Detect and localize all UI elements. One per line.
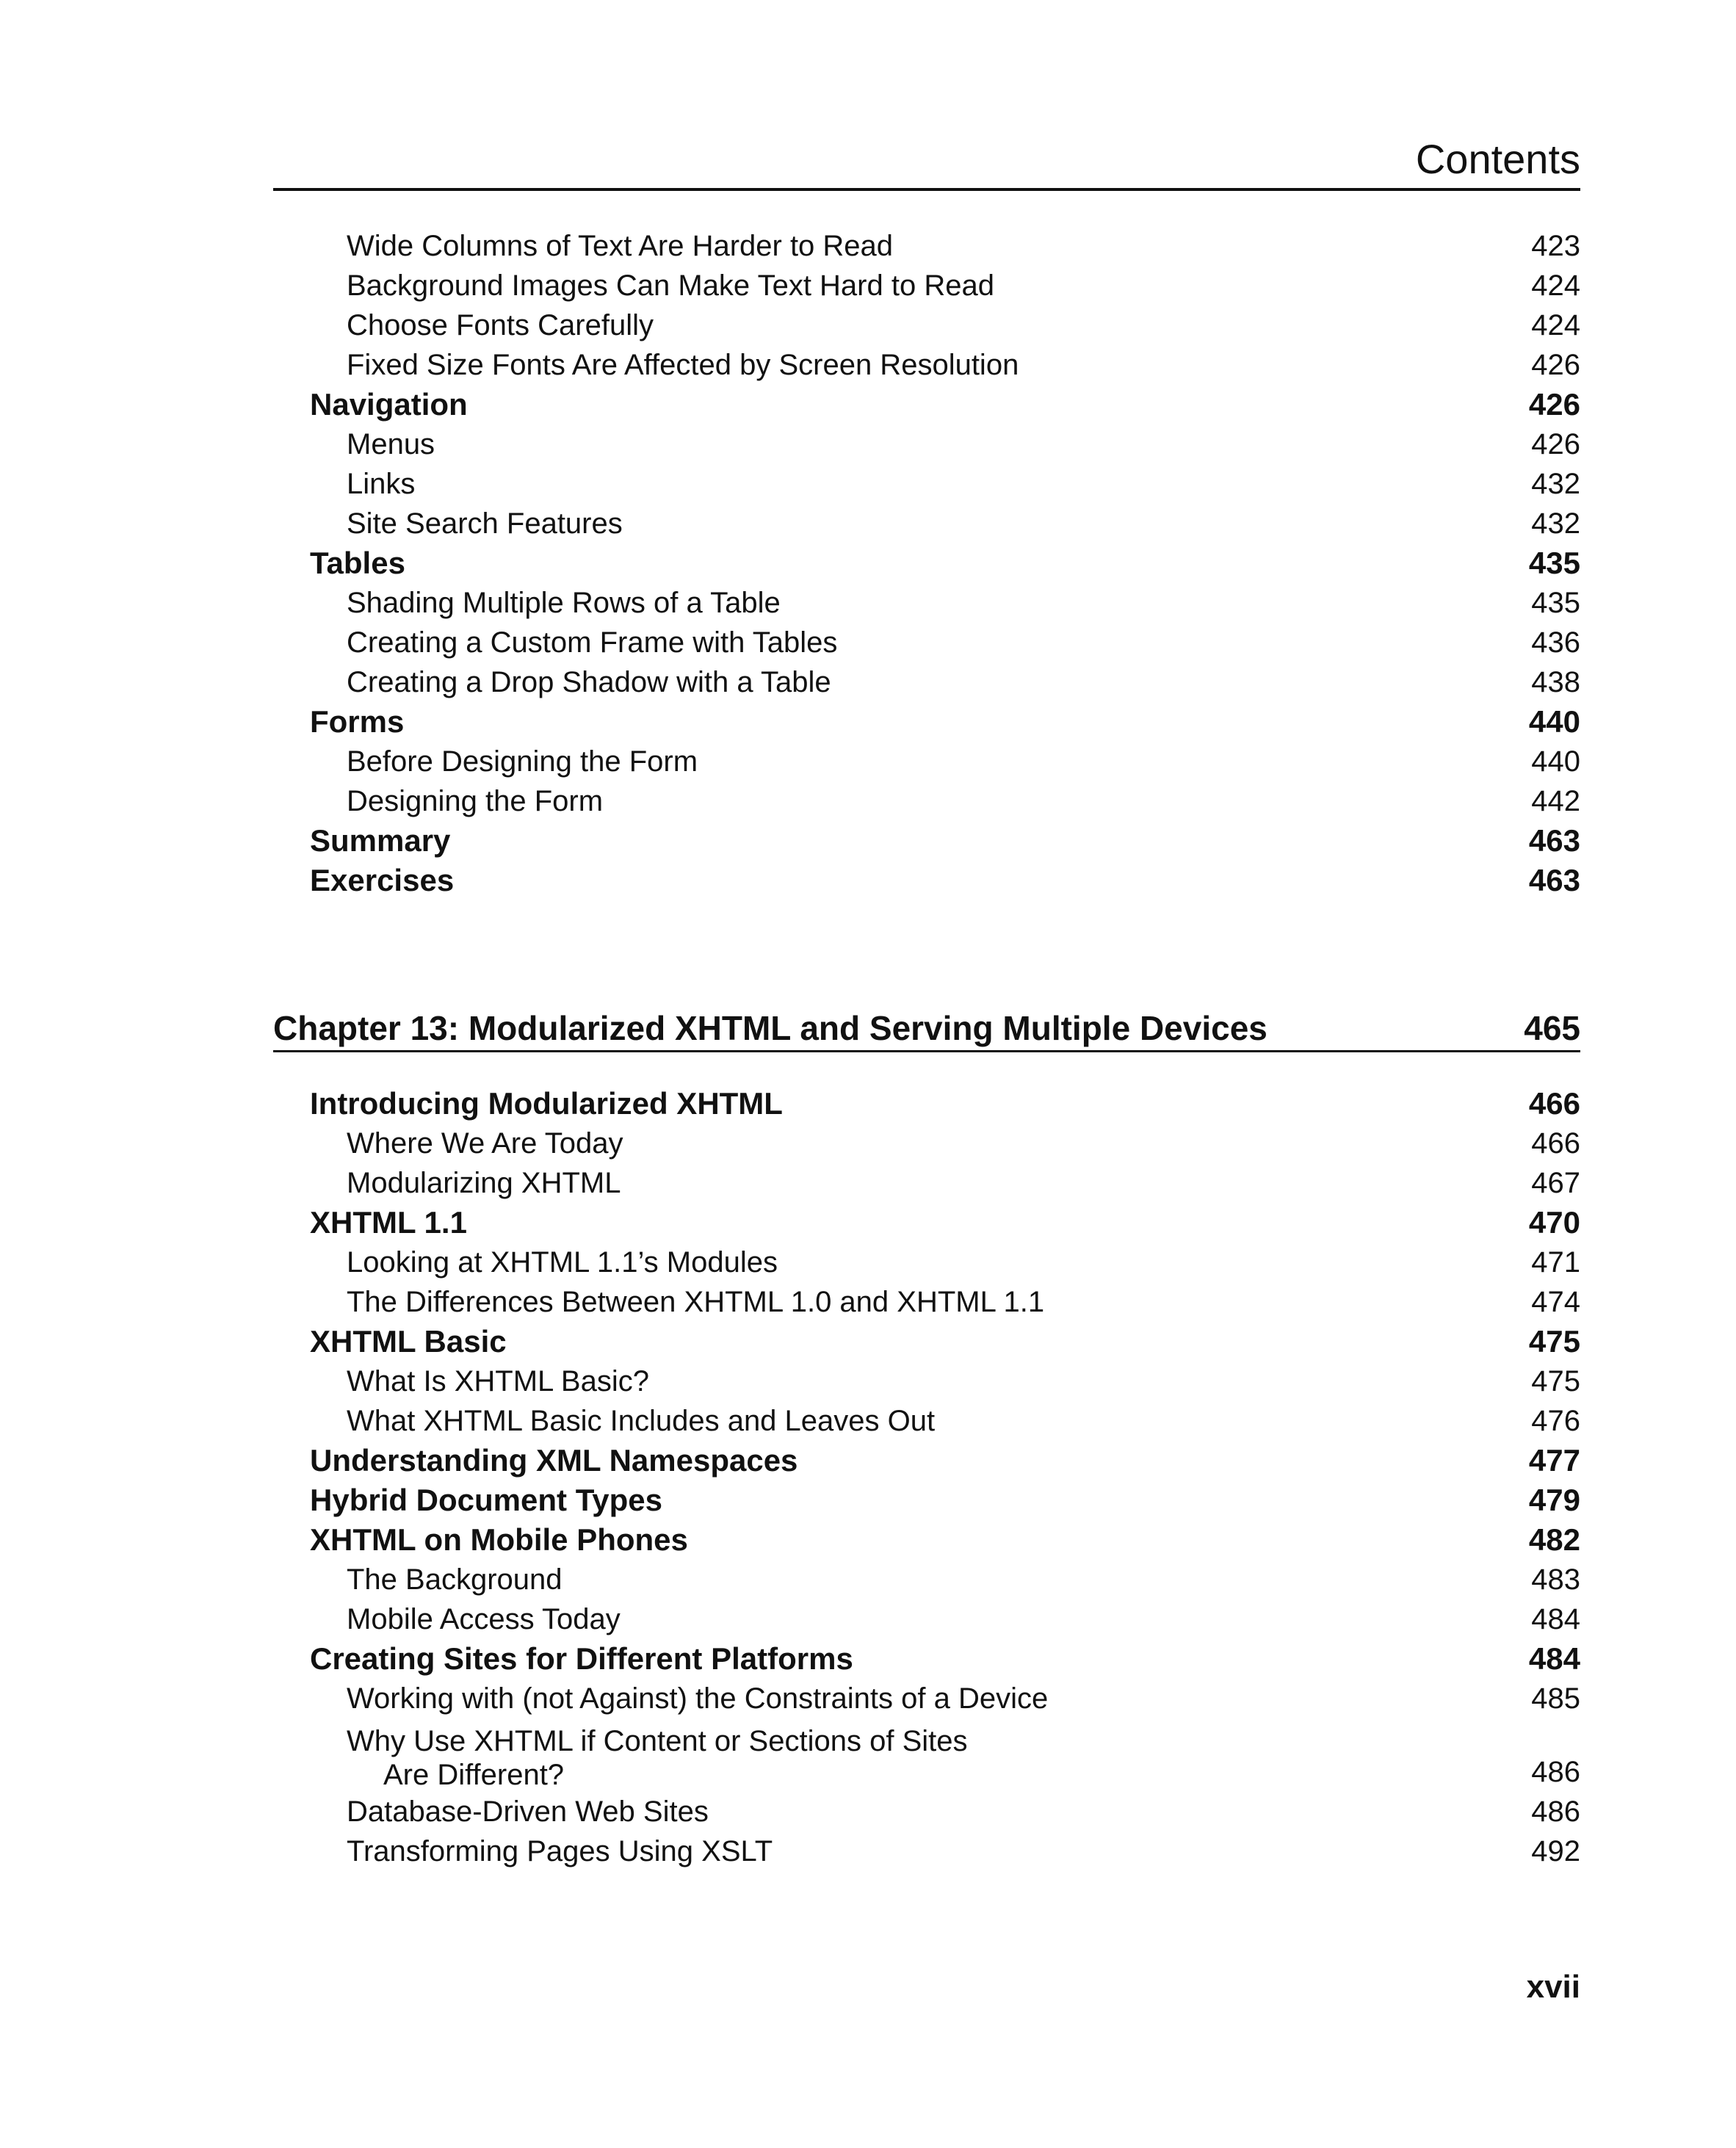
toc-section-entry <box>273 821 1580 861</box>
toc-entry-page-number: 483 <box>1531 1563 1580 1596</box>
toc-entry-title: Navigation <box>310 387 468 422</box>
toc-entry-page-number: 467 <box>1531 1167 1580 1199</box>
toc-entry-page-number: 432 <box>1531 468 1580 500</box>
toc-entry-page-number: 432 <box>1531 507 1580 540</box>
toc-entry-page-number: 485 <box>1531 1682 1580 1715</box>
toc-subsection-entry <box>273 1560 1580 1599</box>
toc-entry-page-number: 476 <box>1531 1405 1580 1437</box>
toc-section-entry <box>273 1441 1580 1480</box>
toc-subsection-entry <box>273 1831 1580 1871</box>
toc-subsection-entry <box>273 226 1580 266</box>
toc-entry-title: Links <box>347 468 416 500</box>
toc-subsection-entry <box>273 305 1580 345</box>
toc-section-entry <box>273 385 1580 424</box>
toc-entry-title: What Is XHTML Basic? <box>347 1365 649 1397</box>
toc-entry-title: Working with (not Against) the Constraints of a Device <box>347 1682 1049 1715</box>
toc-entry-page-number: 486 <box>1531 1756 1580 1788</box>
toc-entry-page-number: 438 <box>1531 666 1580 698</box>
toc-entry-title: The Background <box>347 1563 563 1596</box>
toc-subsection-entry <box>273 781 1580 821</box>
toc-entry-page-number: 482 <box>1528 1522 1580 1557</box>
toc-entry-title: Tables <box>310 546 405 580</box>
toc-entry-page-number: 435 <box>1531 587 1580 619</box>
toc-entry-page-number: 436 <box>1531 626 1580 659</box>
toc-subsection-entry <box>273 583 1580 623</box>
toc-section-entry <box>273 1520 1580 1560</box>
toc-subsection-entry <box>273 623 1580 662</box>
toc-entry-page-number: 424 <box>1531 270 1580 302</box>
toc-entry-page-number: 474 <box>1531 1286 1580 1318</box>
toc-entry-title: What XHTML Basic Includes and Leaves Out <box>347 1405 936 1437</box>
toc-entry-title-continuation: Are Different? <box>383 1759 565 1791</box>
toc-subsection-entry <box>273 742 1580 781</box>
toc-entry-title: Hybrid Document Types <box>310 1483 662 1517</box>
toc-entry-page-number: 484 <box>1528 1641 1580 1676</box>
toc-entry-page-number: 440 <box>1528 704 1580 739</box>
toc-entry-title: Before Designing the Form <box>347 745 698 778</box>
toc-entry-title: Fixed Size Fonts Are Affected by Screen Resolution <box>347 349 1019 381</box>
toc-entry-title: Creating Sites for Different Platforms <box>310 1641 853 1676</box>
toc-entry-page-number: 426 <box>1531 428 1580 460</box>
toc-entry-title <box>347 1724 968 1792</box>
toc-entry-title: XHTML Basic <box>310 1324 507 1359</box>
page-folio: xvii <box>1526 1969 1580 2005</box>
toc-subsection-entry <box>273 1362 1580 1401</box>
toc-section-entry <box>273 1639 1580 1679</box>
toc-entry-page-number: 440 <box>1531 745 1580 778</box>
toc-subsection-entry <box>273 1718 1580 1792</box>
toc-entry-title: The Differences Between XHTML 1.0 and XHTML 1.1 <box>347 1286 1045 1318</box>
toc-subsection-entry <box>273 1599 1580 1639</box>
toc-entry-title: Forms <box>310 704 405 739</box>
chapter-heading <box>273 1006 1580 1052</box>
toc-entry-title: Where We Are Today <box>347 1127 623 1160</box>
toc-entry-page-number: 471 <box>1531 1246 1580 1279</box>
toc-entry-title: Introducing Modularized XHTML <box>310 1086 783 1121</box>
toc-entry-page-number: 463 <box>1528 863 1580 897</box>
toc-chapter-13-entries <box>273 1084 1580 1871</box>
toc-entry-title: Wide Columns of Text Are Harder to Read <box>347 230 894 262</box>
running-head: Contents <box>1415 136 1580 182</box>
toc-entry-title: Understanding XML Namespaces <box>310 1443 798 1478</box>
toc-entry-page-number: 479 <box>1528 1483 1580 1517</box>
toc-entry-page-number: 435 <box>1528 546 1580 580</box>
toc-subsection-entry <box>273 1243 1580 1282</box>
toc-subsection-entry <box>273 662 1580 702</box>
toc-entry-title: Looking at XHTML 1.1’s Modules <box>347 1246 778 1279</box>
toc-subsection-entry <box>273 345 1580 385</box>
toc-entry-title: Creating a Custom Frame with Tables <box>347 626 838 659</box>
toc-entry-page-number: 486 <box>1531 1796 1580 1828</box>
toc-entry-title: Designing the Form <box>347 785 604 817</box>
toc-section-entry <box>273 543 1580 583</box>
toc-entry-page-number: 442 <box>1531 785 1580 817</box>
toc-entry-title: XHTML on Mobile Phones <box>310 1522 688 1557</box>
running-head-rule <box>273 188 1580 191</box>
toc-entry-title: Mobile Access Today <box>347 1603 621 1635</box>
toc-entry-title: XHTML 1.1 <box>310 1205 467 1240</box>
chapter-title: Chapter 13: Modularized XHTML and Serving Multiple Devices <box>273 1009 1267 1047</box>
toc-entry-page-number: 426 <box>1528 387 1580 422</box>
toc-subsection-entry <box>273 1401 1580 1441</box>
toc-entry-title: Menus <box>347 428 435 460</box>
toc-section-continued <box>273 226 1580 900</box>
toc-entry-page-number: 463 <box>1528 823 1580 858</box>
toc-entry-page-number: 423 <box>1531 230 1580 262</box>
toc-section-entry <box>273 1322 1580 1362</box>
toc-entry-title: Choose Fonts Carefully <box>347 309 654 341</box>
toc-entry-page-number: 484 <box>1531 1603 1580 1635</box>
chapter-page-number: 465 <box>1524 1009 1580 1047</box>
toc-entry-page-number: 424 <box>1531 309 1580 341</box>
toc-entry-page-number: 466 <box>1528 1086 1580 1121</box>
toc-section-entry <box>273 702 1580 742</box>
toc-entry-page-number: 426 <box>1531 349 1580 381</box>
toc-entry-page-number: 475 <box>1531 1365 1580 1397</box>
toc-subsection-entry <box>273 464 1580 504</box>
toc-subsection-entry <box>273 1124 1580 1163</box>
toc-subsection-entry <box>273 1282 1580 1322</box>
toc-section-entry <box>273 1203 1580 1243</box>
toc-entry-page-number: 470 <box>1528 1205 1580 1240</box>
toc-subsection-entry <box>273 1163 1580 1203</box>
toc-entry-title: Creating a Drop Shadow with a Table <box>347 666 831 698</box>
toc-entry-title: Transforming Pages Using XSLT <box>347 1835 773 1867</box>
toc-entry-title: Shading Multiple Rows of a Table <box>347 587 781 619</box>
toc-entry-title: Exercises <box>310 863 455 897</box>
toc-entry-title: Background Images Can Make Text Hard to Read <box>347 270 994 302</box>
toc-entry-page-number: 477 <box>1528 1443 1580 1478</box>
toc-subsection-entry <box>273 266 1580 305</box>
toc-section-entry <box>273 861 1580 900</box>
toc-entry-title: Database-Driven Web Sites <box>347 1796 709 1828</box>
toc-subsection-entry <box>273 424 1580 464</box>
toc-entry-title: Site Search Features <box>347 507 623 540</box>
toc-subsection-entry <box>273 1792 1580 1831</box>
toc-entry-page-number: 475 <box>1528 1324 1580 1359</box>
toc-entry-title-line: Why Use XHTML if Content or Sections of Sites <box>347 1725 968 1757</box>
toc-subsection-entry <box>273 1679 1580 1718</box>
toc-entry-title: Modularizing XHTML <box>347 1167 621 1199</box>
toc-section-entry <box>273 1084 1580 1124</box>
toc-entry-page-number: 466 <box>1531 1127 1580 1160</box>
toc-subsection-entry <box>273 504 1580 543</box>
toc-section-entry <box>273 1480 1580 1520</box>
toc-entry-page-number: 492 <box>1531 1835 1580 1867</box>
toc-entry-title: Summary <box>310 823 451 858</box>
